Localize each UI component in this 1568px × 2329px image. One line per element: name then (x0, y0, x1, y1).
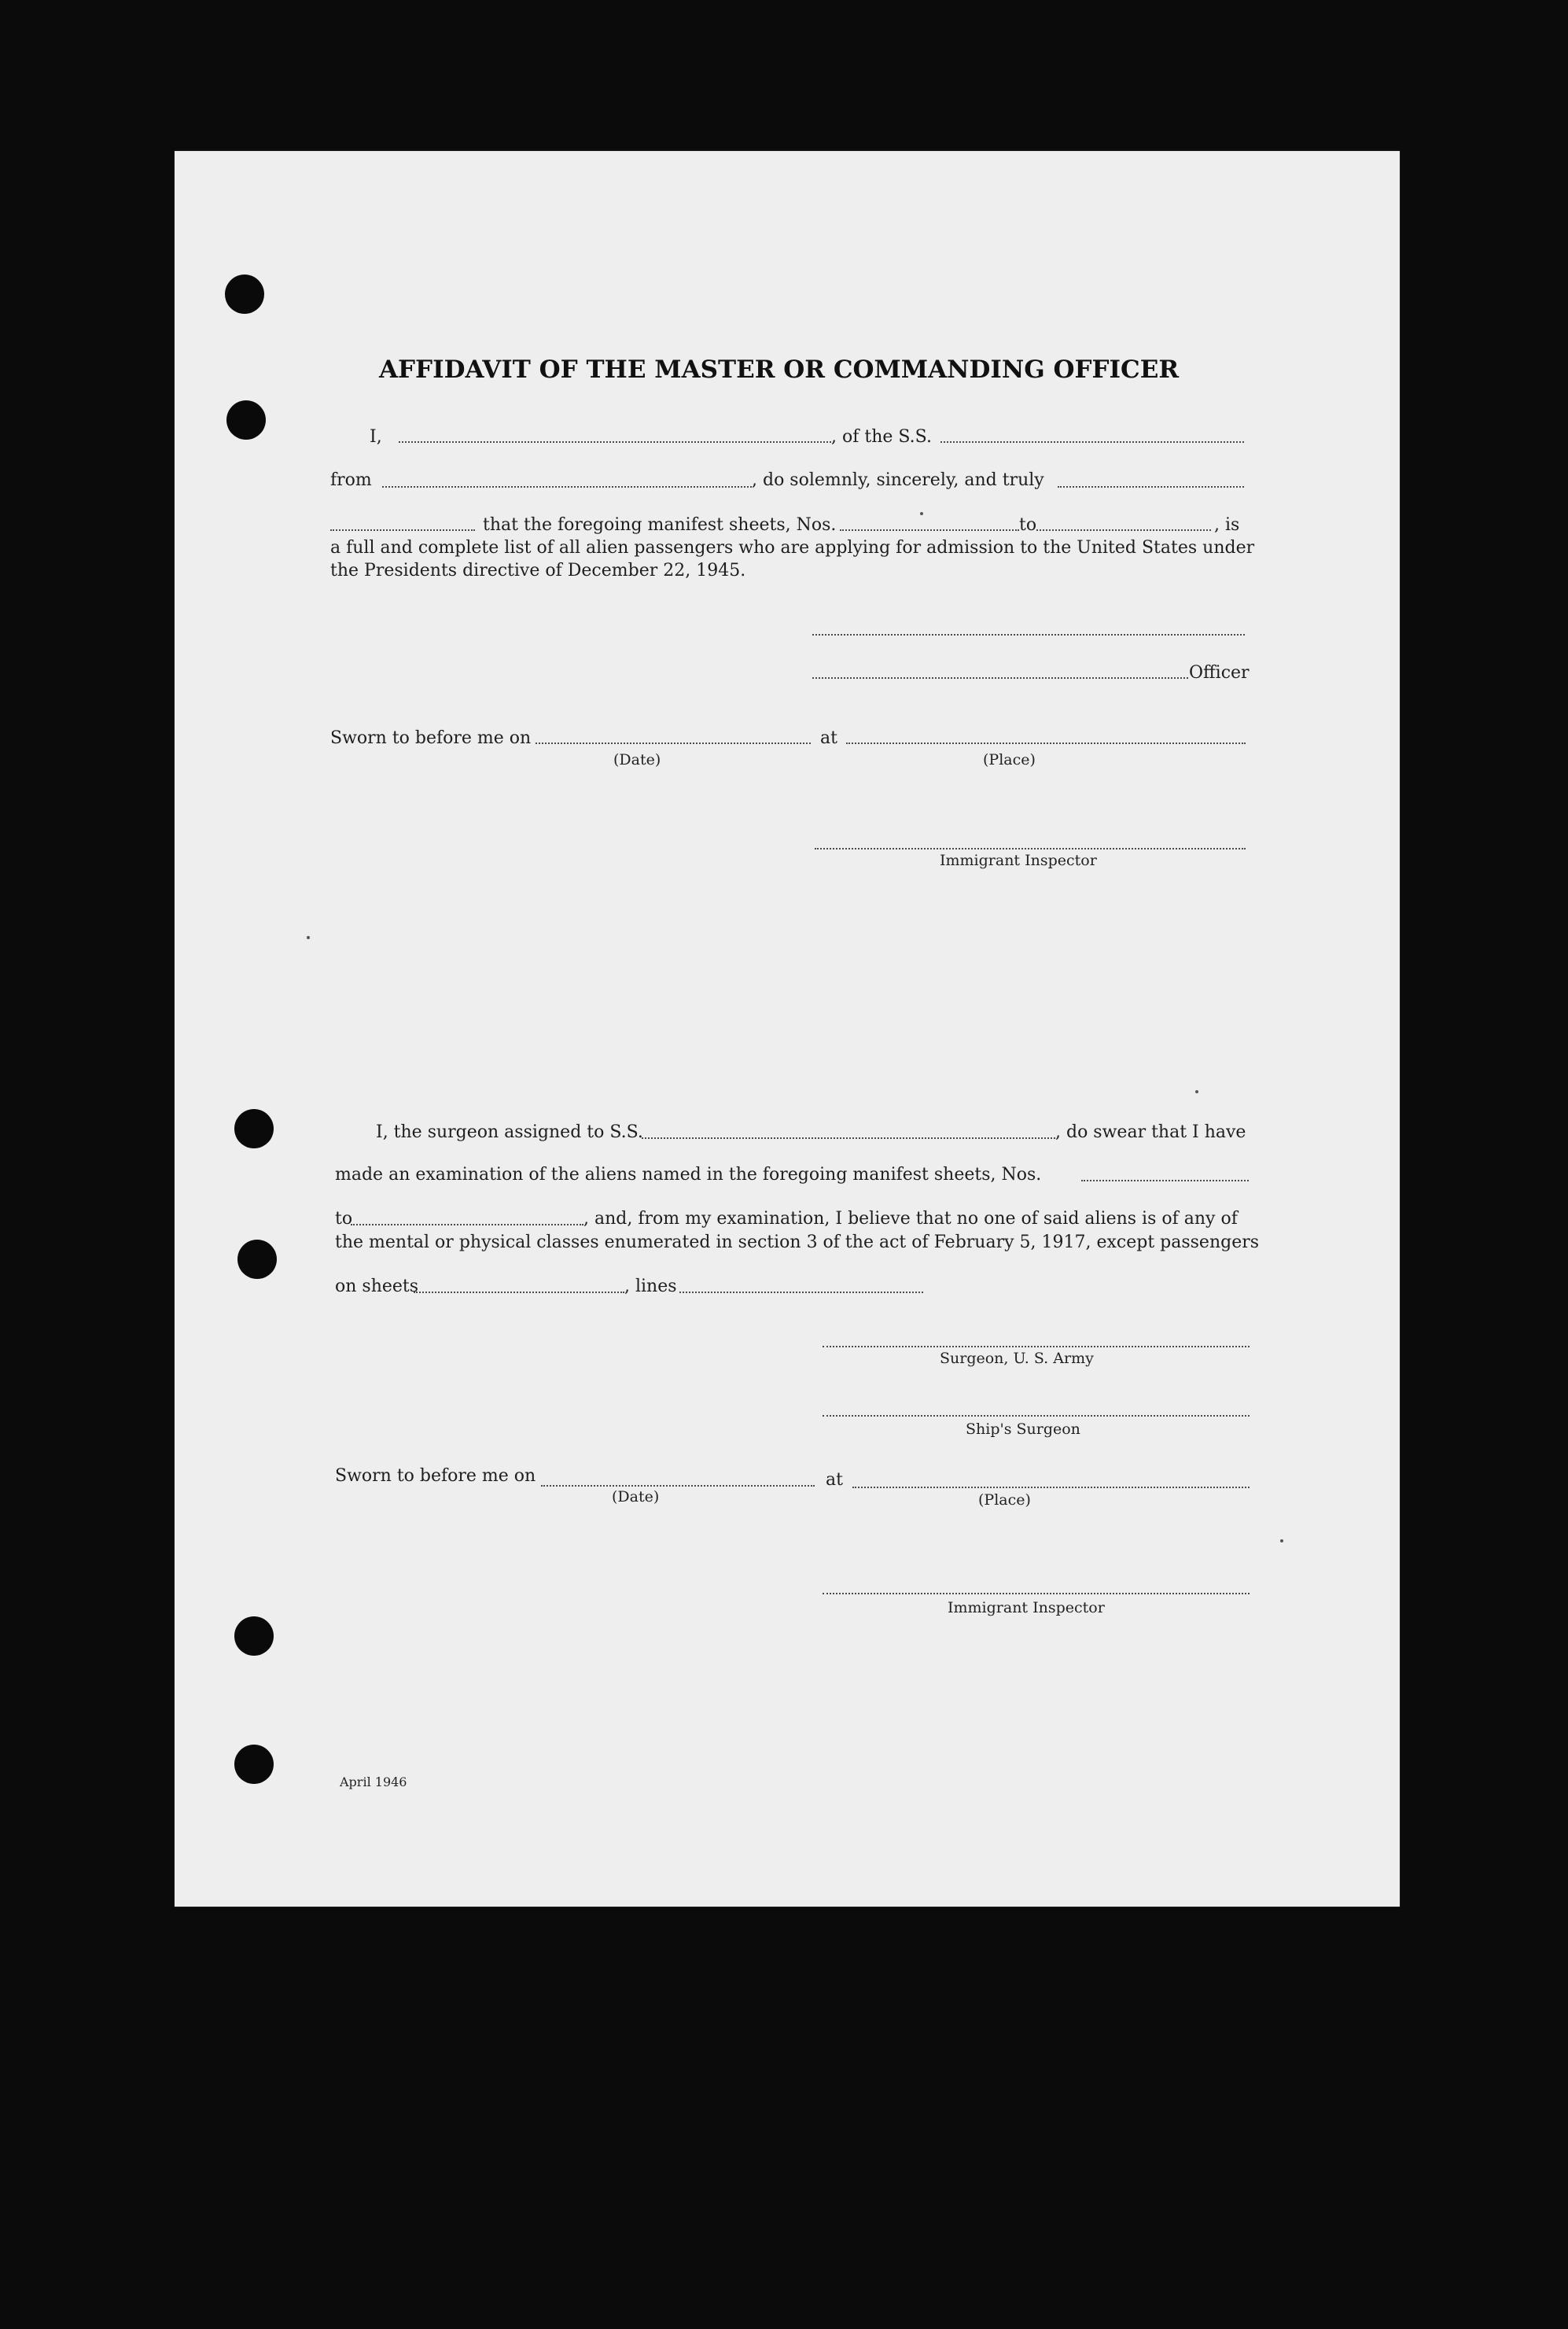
surgeon-sworn-place-field[interactable] (852, 1487, 1250, 1488)
master-sworn-label: Sworn to before me on (330, 728, 532, 748)
surgeon-sheets-to-field[interactable] (351, 1224, 583, 1225)
punch-hole (225, 275, 264, 314)
punch-hole (234, 1109, 274, 1148)
master-statement-line: the Presidents directive of December 22, 1945. (330, 561, 746, 580)
master-sworn-place-field[interactable] (846, 743, 1246, 744)
form-edition-date: April 1946 (340, 1774, 407, 1789)
master-to-label: to (1019, 515, 1037, 535)
surgeon-sworn-label: Sworn to before me on (335, 1466, 536, 1486)
master-ship-field[interactable] (940, 441, 1244, 443)
army-surgeon-signature-line[interactable] (823, 1346, 1250, 1347)
surgeon-ship-field[interactable] (642, 1137, 1055, 1139)
master-oath-field[interactable] (1058, 486, 1244, 488)
surgeon-sworn-date-field[interactable] (541, 1485, 815, 1487)
surgeon-date-caption: (Date) (612, 1488, 660, 1505)
surgeon-examination-text: made an examination of the aliens named in the foregoing manifest sheets, Nos. (335, 1165, 1042, 1185)
master-date-caption: (Date) (613, 751, 661, 768)
master-i-label: I, (370, 427, 382, 447)
officer-label: Officer (1189, 663, 1250, 683)
ship-surgeon-label: Ship's Surgeon (966, 1421, 1080, 1438)
surgeon-place-caption: (Place) (978, 1491, 1031, 1509)
surgeon-belief-text: , and, from my examination, I believe that no one of said aliens is of any of (583, 1209, 1238, 1229)
master-at-label: at (820, 728, 837, 748)
master-manifest-text: that the foregoing manifest sheets, Nos. (483, 515, 837, 535)
master-name-field[interactable] (399, 441, 831, 443)
master-solemnly-text: , do solemnly, sincerely, and truly (752, 470, 1044, 490)
master-ship-label: , of the S.S. (831, 427, 932, 447)
officer-signature-line-2[interactable] (812, 677, 1188, 679)
surgeon-lines-label: , lines (624, 1277, 677, 1296)
master-sheet-to-field[interactable] (1036, 529, 1211, 531)
army-surgeon-label: Surgeon, U. S. Army (940, 1350, 1094, 1367)
surgeon-inspector-signature-line[interactable] (823, 1593, 1250, 1594)
form-sheet (175, 151, 1400, 1907)
surgeon-classes-text: the mental or physical classes enumerated in section 3 of the act of February 5, 1917, except passengers (335, 1233, 1260, 1252)
master-from-field[interactable] (382, 486, 752, 488)
surgeon-exception-sheets-field[interactable] (414, 1292, 624, 1293)
punch-hole (234, 1745, 274, 1784)
paper-speck (307, 936, 310, 939)
master-from-label: from (330, 470, 372, 490)
ship-surgeon-signature-line[interactable] (823, 1415, 1250, 1417)
master-place-caption: (Place) (983, 751, 1036, 768)
master-inspector-label: Immigrant Inspector (940, 852, 1097, 869)
master-oath-field-2[interactable] (330, 529, 475, 531)
master-inspector-signature-line[interactable] (815, 848, 1246, 849)
surgeon-to-label: to (335, 1209, 353, 1229)
punch-hole (237, 1240, 277, 1279)
surgeon-exception-lines-field[interactable] (679, 1292, 923, 1293)
officer-signature-line[interactable] (812, 634, 1245, 636)
form-title: AFFIDAVIT OF THE MASTER OR COMMANDING OFFICER (379, 356, 1180, 384)
surgeon-at-label: at (826, 1470, 843, 1490)
master-sworn-date-field[interactable] (536, 743, 811, 744)
master-sheet-from-field[interactable] (840, 529, 1019, 531)
master-statement-line: a full and complete list of all alien passengers who are applying for admission to the United States under (330, 538, 1255, 558)
surgeon-sheets-label: on sheets (335, 1277, 419, 1296)
master-is-text: , is (1214, 515, 1240, 535)
punch-hole (234, 1616, 274, 1656)
surgeon-swear-text: , do swear that I have (1055, 1122, 1246, 1142)
surgeon-assigned-text: I, the surgeon assigned to S.S. (376, 1122, 643, 1142)
surgeon-inspector-label: Immigrant Inspector (948, 1599, 1105, 1616)
paper-speck (1280, 1539, 1283, 1542)
punch-hole (226, 400, 266, 440)
paper-speck (1195, 1090, 1198, 1093)
surgeon-sheets-from-field[interactable] (1081, 1180, 1249, 1181)
paper-speck (920, 512, 923, 515)
